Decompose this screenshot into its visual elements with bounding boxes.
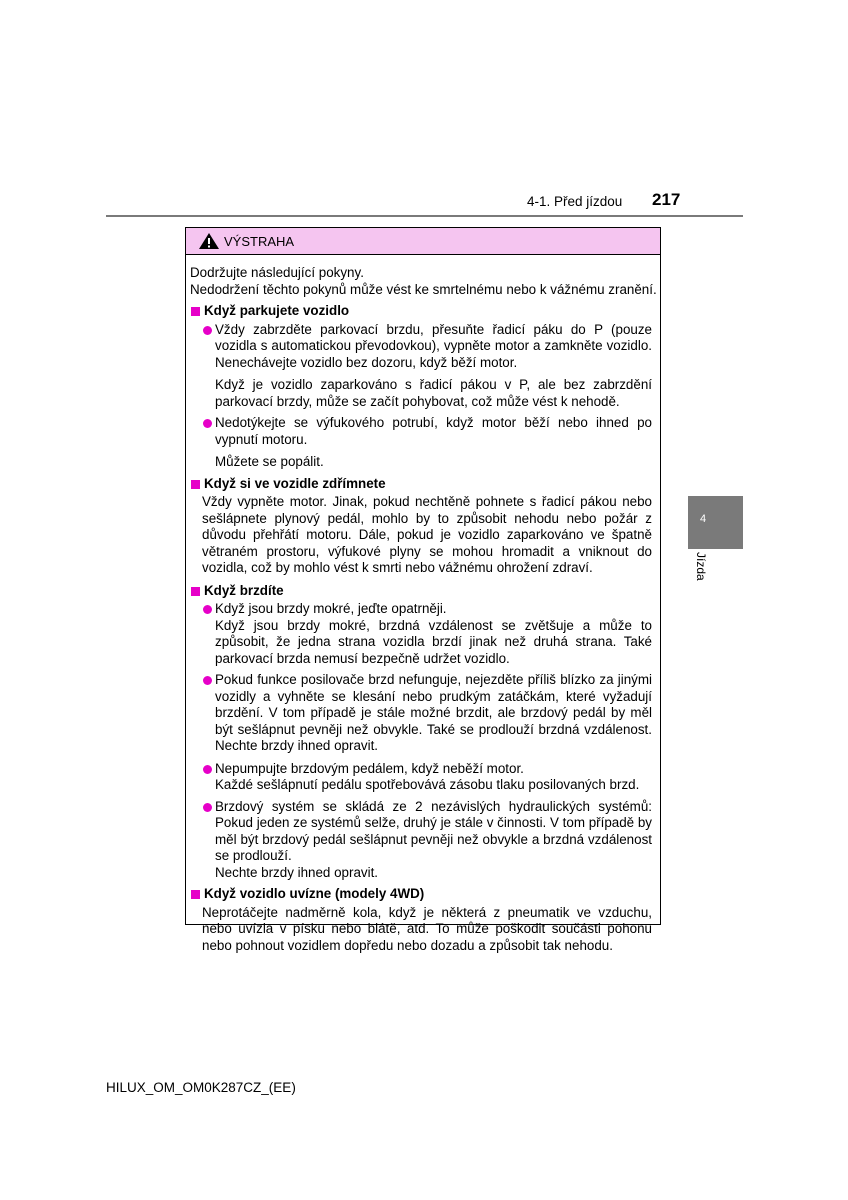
list-item	[190, 761, 652, 778]
section-heading-text: Když si ve vozidle zdřímnete	[204, 475, 386, 491]
bullet-subtext: Nechte brzdy ihned opravit.	[215, 864, 379, 880]
section-heading-text: Když brzdíte	[204, 582, 284, 598]
round-bullet-icon	[203, 419, 212, 428]
section-heading-text: Když parkujete vozidlo	[204, 303, 350, 318]
bullet-subtext: Když jsou brzdy mokré, brzdná vzdálenost se zvětšuje a může to způsobit, že jedna strana vozidla brzdí jinak než druhá strana. Také parkovací brzda nemusí bezpečně udržet vozidlo.	[215, 617, 652, 666]
bullet-subtext: Když je vozidlo zaparkováno s řadicí pákou v P, ale bez zabrzdění parkovací brzdy, může se začít pohybovat, což může vést k nehodě.	[215, 377, 652, 409]
bullet-text: Brzdový systém se skládá ze 2 nezávislých hydraulických systémů: Pokud jeden ze systémů selže, druhý je stále v činnosti. V tom případě by měl být brzdový pedál sešlápnut pevněji než obvykle a brzdná vzdálenost se prodlouží.	[215, 798, 652, 863]
section-heading-napping	[190, 476, 652, 493]
running-header-section: 4-1. Před jízdou	[527, 194, 623, 209]
bullet-text: Vždy zabrzděte parkovací brzdu, přesuňte řadicí páku do P (pouze vozidla s automatickou převodovkou), vypněte motor a zamkněte vozidlo. Nenechávejte vozidlo bez dozoru, když běží motor.	[215, 321, 652, 370]
round-bullet-icon	[203, 326, 212, 335]
round-bullet-icon	[203, 605, 212, 614]
chapter-tab-number: 4	[700, 513, 707, 525]
warning-header	[186, 228, 660, 255]
round-bullet-icon	[203, 803, 212, 812]
header-divider	[106, 215, 743, 217]
list-item	[190, 415, 652, 448]
warning-triangle-icon	[198, 232, 220, 250]
section-paragraph: Vždy vypněte motor. Jinak, pokud nechtěně pohnete s řadicí pákou nebo sešlápnete plynový pedál, mohlo by to způsobit nehodu nebo požár z důvodu přehřátí motoru. Dále, pokud je vozidlo zaparkováno ve špatně větraném prostoru, výfukové plyny se mohou hromadit a vniknout do vozidla, což by mohlo vést k smrti nebo vážnému ohrožení zdraví.	[202, 494, 652, 575]
bullet-text: Nedotýkejte se výfukového potrubí, když motor běží nebo ihned po vypnutí motoru.	[215, 415, 652, 447]
intro-line: Dodržujte následující pokyny.	[190, 265, 364, 280]
intro-line: Nedodržení těchto pokynů může vést ke smrtelnému nebo k vážnému zranění.	[190, 281, 657, 297]
list-item	[190, 799, 652, 865]
bullet-text: Když jsou brzdy mokré, jeďte opatrněji.	[215, 601, 447, 616]
round-bullet-icon	[203, 676, 212, 685]
section-paragraph: Neprotáčejte nadměrně kola, když je některá z pneumatik ve vzduchu, nebo uvízla v písku nebo blátě, atd. To může poškodit součásti pohonu nebo pohnout vozidlem dopředu nebo dozadu a způsobit tak nehodu.	[202, 904, 652, 953]
round-bullet-icon	[203, 765, 212, 774]
bullet-subtext: Každé sešlápnutí pedálu spotřebovává zásobu tlaku posilovaných brzd.	[215, 777, 640, 792]
section-heading-parking	[190, 303, 652, 320]
page-number: 217	[652, 190, 681, 209]
warning-intro	[190, 265, 657, 298]
list-item	[190, 672, 652, 755]
bullet-text: Pokud funkce posilovače brzd nefunguje, nejezděte příliš blízko za jinými vozidly a vyhněte se klesání nebo prudkým zatáčkám, které vyžadují brzdění. V tom případě je stále možné brzdit, ale brzdový pedál by měl být sešlápnut pevněji než obvykle. Také se prodlouží brzdná vzdálenost. Nechte brzdy ihned opravit.	[215, 672, 652, 753]
warning-box	[185, 227, 661, 953]
square-bullet-icon	[191, 890, 200, 899]
chapter-tab[interactable]	[688, 496, 743, 549]
section-heading-braking	[190, 583, 652, 600]
footer-document-code: HILUX_OM_OM0K287CZ_(EE)	[106, 1080, 296, 1095]
bullet-subtext: Můžete se popálit.	[215, 454, 324, 469]
section-heading-stuck	[190, 886, 652, 903]
section-heading-text: Když vozidlo uvízne (modely 4WD)	[204, 886, 425, 901]
list-item	[190, 322, 652, 372]
bullet-text: Nepumpujte brzdovým pedálem, když neběží motor.	[215, 760, 524, 776]
chapter-tab-title: Jízda	[694, 552, 708, 581]
square-bullet-icon	[191, 587, 200, 596]
square-bullet-icon	[191, 307, 200, 316]
warning-body	[186, 255, 660, 954]
warning-title: VÝSTRAHA	[224, 234, 295, 249]
list-item	[190, 601, 652, 618]
square-bullet-icon	[191, 480, 200, 489]
